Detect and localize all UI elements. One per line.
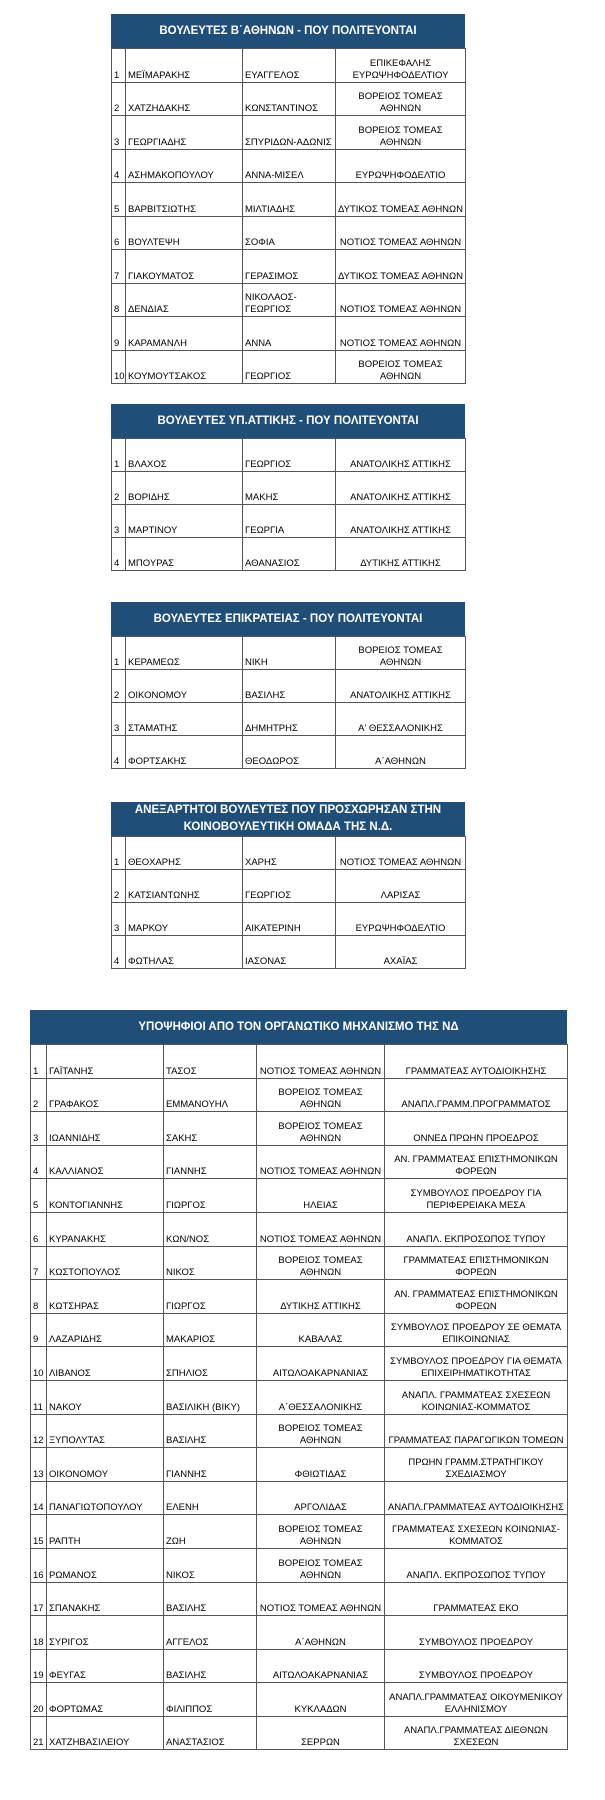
surname-cell: ΓΡΑΦΑΚΟΣ	[47, 1078, 164, 1112]
party-role-cell: ΑΝ. ΓΡΑΜΜΑΤΕΑΣ ΕΠΙΣΤΗΜΟΝΙΚΩΝ ΦΟΡΕΩΝ	[385, 1145, 568, 1179]
table-row	[31, 1347, 568, 1381]
table-row	[31, 1649, 568, 1683]
table-row	[112, 82, 466, 116]
first-name-cell: ΜΑΚΗΣ	[243, 472, 336, 505]
first-name-cell: ΒΑΣΙΛΙΚΗ (ΒΙΚΥ)	[164, 1380, 257, 1414]
table-row	[31, 1045, 568, 1079]
constituency-cell: ΚΑΒΑΛΑΣ	[257, 1313, 385, 1347]
row-number-cell: 2	[112, 472, 126, 505]
table-body	[30, 1044, 568, 1750]
row-number-cell: 20	[31, 1683, 47, 1717]
first-name-cell: ΓΕΩΡΓΙΟΣ	[243, 350, 336, 384]
surname-cell: ΡΩΜΑΝΟΣ	[47, 1548, 164, 1582]
row-number-cell: 5	[31, 1179, 47, 1213]
row-number-cell: 13	[31, 1448, 47, 1482]
constituency-cell: ΒΟΡΕΙΟΣ ΤΟΜΕΑΣ ΑΘΗΝΩΝ	[336, 637, 466, 670]
row-number-cell: 14	[31, 1481, 47, 1515]
row-number-cell: 5	[112, 183, 126, 217]
surname-cell: ΦΩΤΗΛΑΣ	[126, 936, 243, 969]
first-name-cell: ΣΠΗΛΙΟΣ	[164, 1347, 257, 1381]
table-row	[31, 1246, 568, 1280]
constituency-cell: ΒΟΡΕΙΟΣ ΤΟΜΕΑΣ ΑΘΗΝΩΝ	[257, 1515, 385, 1549]
surname-cell: ΞΥΠΟΛΥΤΑΣ	[47, 1414, 164, 1448]
surname-cell: ΟΙΚΟΝΟΜΟΥ	[126, 670, 243, 703]
surname-cell: ΦΕΥΓΑΣ	[47, 1649, 164, 1683]
first-name-cell: ΔΗΜΗΤΡΗΣ	[243, 703, 336, 736]
constituency-cell: ΔΥΤΙΚΗΣ ΑΤΤΙΚΗΣ	[336, 538, 466, 571]
table-row	[112, 703, 466, 736]
party-role-cell: ΣΥΜΒΟΥΛΟΣ ΠΡΟΕΔΡΟΥ	[385, 1649, 568, 1683]
surname-cell: ΚΟΥΜΟΥΤΣΑΚΟΣ	[126, 350, 243, 384]
surname-cell: ΣΤΑΜΑΤΗΣ	[126, 703, 243, 736]
table-row	[112, 736, 466, 769]
constituency-cell: ΕΥΡΩΨΗΦΟΔΕΛΤΙΟ	[336, 903, 466, 936]
constituency-cell: ΔΥΤΙΚΟΣ ΤΟΜΕΑΣ ΑΘΗΝΩΝ	[336, 183, 466, 217]
surname-cell: ΓΙΑΚΟΥΜΑΤΟΣ	[126, 250, 243, 284]
party-role-cell: ΑΝΑΠΛ.ΓΡΑΜΜΑΤΕΑΣ ΔΙΕΘΝΩΝ ΣΧΕΣΕΩΝ	[385, 1716, 568, 1750]
surname-cell: ΜΑΡΤΙΝΟΥ	[126, 505, 243, 538]
constituency-cell: ΝΟΤΙΟΣ ΤΟΜΕΑΣ ΑΘΗΝΩΝ	[257, 1045, 385, 1079]
surname-cell: ΟΙΚΟΝΟΜΟΥ	[47, 1448, 164, 1482]
surname-cell: ΣΥΡΙΓΟΣ	[47, 1616, 164, 1650]
table-row	[112, 439, 466, 472]
row-number-cell: 19	[31, 1649, 47, 1683]
row-number-cell: 7	[31, 1246, 47, 1280]
first-name-cell: ΘΕΟΔΩΡΟΣ	[243, 736, 336, 769]
table-row	[112, 637, 466, 670]
row-number-cell: 3	[112, 903, 126, 936]
row-number-cell: 18	[31, 1616, 47, 1650]
row-number-cell: 17	[31, 1582, 47, 1616]
row-number-cell: 10	[31, 1347, 47, 1381]
surname-cell: ΣΠΑΝΑΚΗΣ	[47, 1582, 164, 1616]
table-row	[112, 538, 466, 571]
row-number-cell: 7	[112, 250, 126, 284]
party-role-cell: ΑΝ. ΓΡΑΜΜΑΤΕΑΣ ΕΠΙΣΤΗΜΟΝΙΚΩΝ ΦΟΡΕΩΝ	[385, 1280, 568, 1314]
surname-cell: ΚΑΤΣΙΑΝΤΩΝΗΣ	[126, 870, 243, 903]
first-name-cell: ΑΝΝΑ	[243, 317, 336, 351]
surname-cell: ΚΟΝΤΟΓΙΑΝΝΗΣ	[47, 1179, 164, 1213]
first-name-cell: ΓΕΡΑΣΙΜΟΣ	[243, 250, 336, 284]
row-number-cell: 4	[31, 1145, 47, 1179]
first-name-cell: ΚΩΝ/ΝΟΣ	[164, 1212, 257, 1246]
surname-cell: ΒΟΥΛΤΕΨΗ	[126, 216, 243, 250]
surname-cell: ΒΟΡΙΔΗΣ	[126, 472, 243, 505]
party-role-cell: ΣΥΜΒΟΥΛΟΣ ΠΡΟΕΔΡΟΥ ΓΙΑ ΠΕΡΙΦΕΡΕΙΑΚΑ ΜΕΣΑ	[385, 1179, 568, 1213]
party-role-cell: ΑΝΑΠΛ. ΕΚΠΡΟΣΩΠΟΣ ΤΥΠΟΥ	[385, 1548, 568, 1582]
table-row	[112, 250, 466, 284]
first-name-cell: ΤΑΣΟΣ	[164, 1045, 257, 1079]
table-row	[31, 1112, 568, 1146]
party-role-cell: ΓΡΑΜΜΑΤΕΑΣ ΣΧΕΣΕΩΝ ΚΟΙΝΩΝΙΑΣ-ΚΟΜΜΑΤΟΣ	[385, 1515, 568, 1549]
row-number-cell: 2	[112, 82, 126, 116]
table-row	[112, 216, 466, 250]
surname-cell: ΙΩΑΝΝΙΔΗΣ	[47, 1112, 164, 1146]
first-name-cell: ΓΕΩΡΓΙΑ	[243, 505, 336, 538]
row-number-cell: 4	[112, 149, 126, 183]
table-row	[31, 1313, 568, 1347]
table-row	[31, 1616, 568, 1650]
row-number-cell: 1	[112, 637, 126, 670]
surname-cell: ΔΕΝΔΙΑΣ	[126, 283, 243, 317]
constituency-cell: ΑΧΑΪΑΣ	[336, 936, 466, 969]
surname-cell: ΚΕΡΑΜΕΩΣ	[126, 637, 243, 670]
constituency-cell: ΑΙΤΩΛΟΑΚΑΡΝΑΝΙΑΣ	[257, 1649, 385, 1683]
first-name-cell: ΑΘΑΝΑΣΙΟΣ	[243, 538, 336, 571]
party-role-cell: ΑΝΑΠΛ.ΓΡΑΜΜΑΤΕΑΣ ΑΥΤΟΔΙΟΙΚΗΣΗΣ	[385, 1481, 568, 1515]
constituency-cell: ΔΥΤΙΚΟΣ ΤΟΜΕΑΣ ΑΘΗΝΩΝ	[336, 250, 466, 284]
constituency-cell: ΕΠΙΚΕΦΑΛΗΣ ΕΥΡΩΨΗΦΟΔΕΛΤΙΟΥ	[336, 49, 466, 83]
row-number-cell: 2	[112, 670, 126, 703]
party-role-cell: ΣΥΜΒΟΥΛΟΣ ΠΡΟΕΔΡΟΥ	[385, 1616, 568, 1650]
row-number-cell: 1	[112, 49, 126, 83]
constituency-cell: ΑΝΑΤΟΛΙΚΗΣ ΑΤΤΙΚΗΣ	[336, 505, 466, 538]
constituency-cell: ΝΟΤΙΟΣ ΤΟΜΕΑΣ ΑΘΗΝΩΝ	[257, 1582, 385, 1616]
surname-cell: ΦΟΡΤΩΜΑΣ	[47, 1683, 164, 1717]
surname-cell: ΚΑΡΑΜΑΝΛΗ	[126, 317, 243, 351]
constituency-cell: ΑΝΑΤΟΛΙΚΗΣ ΑΤΤΙΚΗΣ	[336, 472, 466, 505]
surname-cell: ΘΕΟΧΑΡΗΣ	[126, 837, 243, 870]
first-name-cell: ΦΙΛΙΠΠΟΣ	[164, 1683, 257, 1717]
surname-cell: ΚΑΛΛΙΑΝΟΣ	[47, 1145, 164, 1179]
table-row	[112, 936, 466, 969]
constituency-cell: Α΄ΘΕΣΣΑΛΟΝΙΚΗΣ	[257, 1380, 385, 1414]
row-number-cell: 12	[31, 1414, 47, 1448]
table-row	[31, 1683, 568, 1717]
constituency-cell: ΒΟΡΕΙΟΣ ΤΟΜΕΑΣ ΑΘΗΝΩΝ	[257, 1414, 385, 1448]
first-name-cell: ΓΙΩΡΓΟΣ	[164, 1280, 257, 1314]
first-name-cell: ΜΙΛΤΙΑΔΗΣ	[243, 183, 336, 217]
table-body	[111, 836, 466, 969]
row-number-cell: 15	[31, 1515, 47, 1549]
party-role-cell: ΓΡΑΜΜΑΤΕΑΣ ΕΚΟ	[385, 1582, 568, 1616]
first-name-cell: ΣΑΚΗΣ	[164, 1112, 257, 1146]
row-number-cell: 9	[112, 317, 126, 351]
surname-cell: ΝΑΚΟΥ	[47, 1380, 164, 1414]
first-name-cell: ΓΙΑΝΝΗΣ	[164, 1145, 257, 1179]
first-name-cell: ΑΝΝΑ-ΜΙΣΕΛ	[243, 149, 336, 183]
constituency-cell: ΑΝΑΤΟΛΙΚΗΣ ΑΤΤΙΚΗΣ	[336, 670, 466, 703]
constituency-cell: ΑΝΑΤΟΛΙΚΗΣ ΑΤΤΙΚΗΣ	[336, 439, 466, 472]
surname-cell: ΛΙΒΑΝΟΣ	[47, 1347, 164, 1381]
row-number-cell: 3	[112, 505, 126, 538]
table-row	[112, 116, 466, 150]
first-name-cell: ΑΓΓΕΛΟΣ	[164, 1616, 257, 1650]
row-number-cell: 3	[112, 703, 126, 736]
table-title: ΒΟΥΛΕΥΤΕΣ Β΄ΑΘΗΝΩΝ - ΠΟΥ ΠΟΛΙΤΕΥΟΝΤΑΙ	[111, 14, 465, 48]
first-name-cell: ΣΟΦΙΑ	[243, 216, 336, 250]
party-role-cell: ΓΡΑΜΜΑΤΕΑΣ ΑΥΤΟΔΙΟΙΚΗΣΗΣ	[385, 1045, 568, 1079]
surname-cell: ΑΣΗΜΑΚΟΠΟΥΛΟΥ	[126, 149, 243, 183]
table-row	[31, 1582, 568, 1616]
table-ypopsifioi-organotiko	[30, 1010, 567, 1750]
party-role-cell: ΠΡΩΗΝ ΓΡΑΜΜ.ΣΤΡΑΤΗΓΙΚΟΥ ΣΧΕΔΙΑΣΜΟΥ	[385, 1448, 568, 1482]
surname-cell: ΜΕΪΜΑΡΑΚΗΣ	[126, 49, 243, 83]
constituency-cell: ΝΟΤΙΟΣ ΤΟΜΕΑΣ ΑΘΗΝΩΝ	[336, 216, 466, 250]
table-row	[31, 1448, 568, 1482]
first-name-cell: ΜΑΚΑΡΙΟΣ	[164, 1313, 257, 1347]
surname-cell: ΦΟΡΤΣΑΚΗΣ	[126, 736, 243, 769]
party-role-cell: ΣΥΜΒΟΥΛΟΣ ΠΡΟΕΔΡΟΥ ΓΙΑ ΘΕΜΑΤΑ ΕΠΙΧΕΙΡΗΜΑΤΙΚΟΤΗΤΑΣ	[385, 1347, 568, 1381]
table-row	[31, 1212, 568, 1246]
constituency-cell: ΝΟΤΙΟΣ ΤΟΜΕΑΣ ΑΘΗΝΩΝ	[336, 837, 466, 870]
surname-cell: ΚΥΡΑΝΑΚΗΣ	[47, 1212, 164, 1246]
surname-cell: ΒΑΡΒΙΤΣΙΩΤΗΣ	[126, 183, 243, 217]
surname-cell: ΜΑΡΚΟΥ	[126, 903, 243, 936]
first-name-cell: ΕΛΕΝΗ	[164, 1481, 257, 1515]
table-row	[112, 149, 466, 183]
table-row	[31, 1380, 568, 1414]
constituency-cell: ΒΟΡΕΙΟΣ ΤΟΜΕΑΣ ΑΘΗΝΩΝ	[336, 82, 466, 116]
constituency-cell: ΑΡΓΟΛΙΔΑΣ	[257, 1481, 385, 1515]
row-number-cell: 4	[112, 538, 126, 571]
constituency-cell: ΝΟΤΙΟΣ ΤΟΜΕΑΣ ΑΘΗΝΩΝ	[257, 1212, 385, 1246]
constituency-cell: ΒΟΡΕΙΟΣ ΤΟΜΕΑΣ ΑΘΗΝΩΝ	[257, 1112, 385, 1146]
table-row	[112, 283, 466, 317]
first-name-cell: ΙΑΣΟΝΑΣ	[243, 936, 336, 969]
table-row	[112, 317, 466, 351]
first-name-cell: ΓΕΩΡΓΙΟΣ	[243, 870, 336, 903]
surname-cell: ΛΑΖΑΡΙΔΗΣ	[47, 1313, 164, 1347]
party-role-cell: ΓΡΑΜΜΑΤΕΑΣ ΕΠΙΣΤΗΜΟΝΙΚΩΝ ΦΟΡΕΩΝ	[385, 1246, 568, 1280]
first-name-cell: ΝΙΚΟΛΑΟΣ-ΓΕΩΡΓΙΟΣ	[243, 283, 336, 317]
party-role-cell: ΣΥΜΒΟΥΛΟΣ ΠΡΟΕΔΡΟΥ ΣΕ ΘΕΜΑΤΑ ΕΠΙΚΟΙΝΩΝΙΑΣ	[385, 1313, 568, 1347]
first-name-cell: ΕΜΜΑΝΟΥΗΛ	[164, 1078, 257, 1112]
row-number-cell: 3	[112, 116, 126, 150]
row-number-cell: 4	[112, 936, 126, 969]
table-title: ΒΟΥΛΕΥΤΕΣ ΥΠ.ΑΤΤΙΚΗΣ - ΠΟΥ ΠΟΛΙΤΕΥΟΝΤΑΙ	[111, 404, 465, 438]
row-number-cell: 4	[112, 736, 126, 769]
table-row	[31, 1280, 568, 1314]
row-number-cell: 16	[31, 1548, 47, 1582]
table-vouleftes-epikrateias	[111, 602, 465, 769]
first-name-cell: ΕΥΑΓΓΕΛΟΣ	[243, 49, 336, 83]
constituency-cell: Α' ΘΕΣΣΑΛΟΝΙΚΗΣ	[336, 703, 466, 736]
first-name-cell: ΝΙΚΟΣ	[164, 1548, 257, 1582]
row-number-cell: 6	[112, 216, 126, 250]
constituency-cell: ΒΟΡΕΙΟΣ ΤΟΜΕΑΣ ΑΘΗΝΩΝ	[336, 350, 466, 384]
surname-cell: ΜΠΟΥΡΑΣ	[126, 538, 243, 571]
constituency-cell: ΔΥΤΙΚΗΣ ΑΤΤΙΚΗΣ	[257, 1280, 385, 1314]
table-title: ΒΟΥΛΕΥΤΕΣ ΕΠΙΚΡΑΤΕΙΑΣ - ΠΟΥ ΠΟΛΙΤΕΥΟΝΤΑΙ	[111, 602, 465, 636]
table-row	[31, 1145, 568, 1179]
surname-cell: ΒΛΑΧΟΣ	[126, 439, 243, 472]
surname-cell: ΧΑΤΖΗΒΑΣΙΛΕΙΟΥ	[47, 1716, 164, 1750]
constituency-cell: ΝΟΤΙΟΣ ΤΟΜΕΑΣ ΑΘΗΝΩΝ	[336, 317, 466, 351]
table-row	[31, 1179, 568, 1213]
constituency-cell: ΚΥΚΛΑΔΩΝ	[257, 1683, 385, 1717]
row-number-cell: 11	[31, 1380, 47, 1414]
first-name-cell: ΒΑΣΙΛΗΣ	[243, 670, 336, 703]
constituency-cell: ΒΟΡΕΙΟΣ ΤΟΜΕΑΣ ΑΘΗΝΩΝ	[257, 1246, 385, 1280]
table-row	[112, 870, 466, 903]
row-number-cell: 8	[112, 283, 126, 317]
party-role-cell: ΓΡΑΜΜΑΤΕΑΣ ΠΑΡΑΓΩΓΙΚΩΝ ΤΟΜΕΩΝ	[385, 1414, 568, 1448]
table-anexartitoi-vouleftes	[111, 802, 465, 969]
first-name-cell: ΑΝΑΣΤΑΣΙΟΣ	[164, 1716, 257, 1750]
table-row	[112, 49, 466, 83]
constituency-cell: ΦΘΙΩΤΙΔΑΣ	[257, 1448, 385, 1482]
surname-cell: ΧΑΤΖΗΔΑΚΗΣ	[126, 82, 243, 116]
constituency-cell: ΒΟΡΕΙΟΣ ΤΟΜΕΑΣ ΑΘΗΝΩΝ	[336, 116, 466, 150]
constituency-cell: ΛΑΡΙΣΑΣ	[336, 870, 466, 903]
first-name-cell: ΓΕΩΡΓΙΟΣ	[243, 439, 336, 472]
table-row	[31, 1481, 568, 1515]
first-name-cell: ΖΩΗ	[164, 1515, 257, 1549]
constituency-cell: ΣΕΡΡΩΝ	[257, 1716, 385, 1750]
surname-cell: ΚΩΤΣΗΡΑΣ	[47, 1280, 164, 1314]
row-number-cell: 21	[31, 1716, 47, 1750]
table-vouleftes-b-athinon	[111, 14, 465, 384]
table-row	[112, 183, 466, 217]
table-title: ΥΠΟΨΗΦΙΟΙ ΑΠΟ ΤΟΝ ΟΡΓΑΝΩΤΙΚΟ ΜΗΧΑΝΙΣΜΟ ΤΗΣ ΝΔ	[30, 1010, 567, 1044]
surname-cell: ΓΑΪΤΑΝΗΣ	[47, 1045, 164, 1079]
first-name-cell: ΓΙΩΡΓΟΣ	[164, 1179, 257, 1213]
first-name-cell: ΒΑΣΙΛΗΣ	[164, 1414, 257, 1448]
first-name-cell: ΝΙΚΗ	[243, 637, 336, 670]
row-number-cell: 1	[31, 1045, 47, 1079]
table-row	[112, 837, 466, 870]
table-row	[112, 350, 466, 384]
table-body	[111, 48, 466, 384]
table-body	[111, 636, 466, 769]
constituency-cell: ΕΥΡΩΨΗΦΟΔΕΛΤΙΟ	[336, 149, 466, 183]
first-name-cell: ΒΑΣΙΛΗΣ	[164, 1649, 257, 1683]
party-role-cell: ΟΝΝΕΔ ΠΡΩΗΝ ΠΡΟΕΔΡΟΣ	[385, 1112, 568, 1146]
table-row	[112, 472, 466, 505]
table-body	[111, 438, 466, 571]
row-number-cell: 1	[112, 837, 126, 870]
row-number-cell: 1	[112, 439, 126, 472]
constituency-cell: ΗΛΕΙΑΣ	[257, 1179, 385, 1213]
table-row	[31, 1414, 568, 1448]
party-role-cell: ΑΝΑΠΛ.ΓΡΑΜΜΑΤΕΑΣ ΟΙΚΟΥΜΕΝΙΚΟΥ ΕΛΛΗΝΙΣΜΟΥ	[385, 1683, 568, 1717]
row-number-cell: 3	[31, 1112, 47, 1146]
party-role-cell: ΑΝΑΠΛ. ΕΚΠΡΟΣΩΠΟΣ ΤΥΠΟΥ	[385, 1212, 568, 1246]
table-row	[31, 1716, 568, 1750]
first-name-cell: ΚΩΝΣΤΑΝΤΙΝΟΣ	[243, 82, 336, 116]
row-number-cell: 2	[31, 1078, 47, 1112]
row-number-cell: 10	[112, 350, 126, 384]
first-name-cell: ΧΑΡΗΣ	[243, 837, 336, 870]
first-name-cell: ΝΙΚΟΣ	[164, 1246, 257, 1280]
table-row	[31, 1548, 568, 1582]
constituency-cell: ΝΟΤΙΟΣ ΤΟΜΕΑΣ ΑΘΗΝΩΝ	[336, 283, 466, 317]
first-name-cell: ΣΠΥΡΙΔΩΝ-ΑΔΩΝΙΣ	[243, 116, 336, 150]
surname-cell: ΚΩΣΤΟΠΟΥΛΟΣ	[47, 1246, 164, 1280]
surname-cell: ΓΕΩΡΓΙΑΔΗΣ	[126, 116, 243, 150]
first-name-cell: ΒΑΣΙΛΗΣ	[164, 1582, 257, 1616]
row-number-cell: 2	[112, 870, 126, 903]
table-row	[112, 903, 466, 936]
row-number-cell: 8	[31, 1280, 47, 1314]
first-name-cell: ΑΙΚΑΤΕΡΙΝΗ	[243, 903, 336, 936]
surname-cell: ΠΑΝΑΓΙΩΤΟΠΟΥΛΟΥ	[47, 1481, 164, 1515]
constituency-cell: Α΄ΑΘΗΝΩΝ	[257, 1616, 385, 1650]
party-role-cell: ΑΝΑΠΛ.ΓΡΑΜΜ.ΠΡΟΓΡΑΜΜΑΤΟΣ	[385, 1078, 568, 1112]
table-title: ΑΝΕΞΑΡΤΗΤΟΙ ΒΟΥΛΕΥΤΕΣ ΠΟΥ ΠΡΟΣΧΩΡΗΣΑΝ ΣΤΗΝ ΚΟΙΝΟΒΟΥΛΕΥΤΙΚΗ ΟΜΑΔΑ ΤΗΣ Ν.Δ.	[111, 802, 465, 836]
constituency-cell: Α΄ΑΘΗΝΩΝ	[336, 736, 466, 769]
surname-cell: ΡΑΠΤΗ	[47, 1515, 164, 1549]
table-row	[31, 1078, 568, 1112]
table-row	[112, 505, 466, 538]
table-row	[31, 1515, 568, 1549]
row-number-cell: 9	[31, 1313, 47, 1347]
table-row	[112, 670, 466, 703]
constituency-cell: ΝΟΤΙΟΣ ΤΟΜΕΑΣ ΑΘΗΝΩΝ	[257, 1145, 385, 1179]
constituency-cell: ΒΟΡΕΙΟΣ ΤΟΜΕΑΣ ΑΘΗΝΩΝ	[257, 1078, 385, 1112]
party-role-cell: ΑΝΑΠΛ. ΓΡΑΜΜΑΤΕΑΣ ΣΧΕΣΕΩΝ ΚΟΙΝΩΝΙΑΣ-ΚΟΜΜΑΤΟΣ	[385, 1380, 568, 1414]
table-vouleftes-yp-attikis	[111, 404, 465, 571]
first-name-cell: ΓΙΑΝΝΗΣ	[164, 1448, 257, 1482]
constituency-cell: ΒΟΡΕΙΟΣ ΤΟΜΕΑΣ ΑΘΗΝΩΝ	[257, 1548, 385, 1582]
constituency-cell: ΑΙΤΩΛΟΑΚΑΡΝΑΝΙΑΣ	[257, 1347, 385, 1381]
row-number-cell: 6	[31, 1212, 47, 1246]
